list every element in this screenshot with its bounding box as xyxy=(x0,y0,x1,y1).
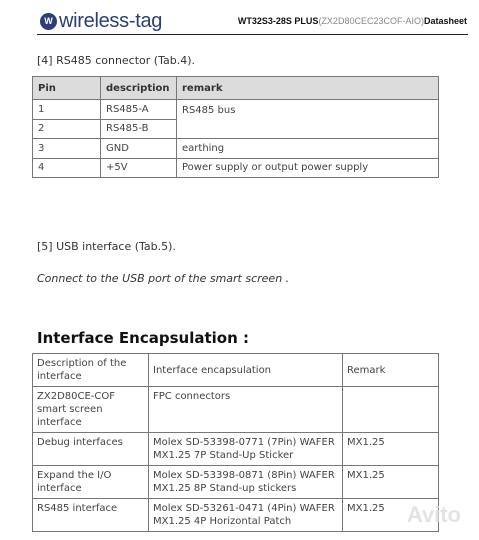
encapsulation-cell: FPC connectors xyxy=(149,387,343,433)
description-cell: Debug interfaces xyxy=(33,433,149,466)
description-cell: GND xyxy=(101,139,177,159)
table-row xyxy=(33,139,439,159)
encapsulation-table xyxy=(32,353,439,532)
description-cell: RS485-B xyxy=(101,119,177,139)
document-title xyxy=(238,16,467,26)
header-divider xyxy=(37,34,468,35)
table-row xyxy=(33,387,439,433)
table-row xyxy=(33,466,439,499)
usb-section-note: Connect to the USB port of the smart screen . xyxy=(37,272,290,285)
table-row xyxy=(33,158,439,178)
pin-cell: 1 xyxy=(33,100,101,120)
table-row xyxy=(33,100,439,120)
description-cell: +5V xyxy=(101,158,177,178)
remark-cell: RS485 bus xyxy=(177,100,439,139)
table-row xyxy=(33,433,439,466)
pin-cell: 3 xyxy=(33,139,101,159)
encapsulation-cell: Molex SD-53261-0471 (4Pin) WAFER MX1.25 4P Horizontal Patch xyxy=(149,499,343,532)
description-cell: Expand the I/O interface xyxy=(33,466,149,499)
header-cell-remark: Remark xyxy=(343,354,439,387)
pin-cell: 4 xyxy=(33,158,101,178)
header-cell-encapsulation: Interface encapsulation xyxy=(149,354,343,387)
pin-cell: 2 xyxy=(33,119,101,139)
description-cell: ZX2D80CE-COF smart screen interface xyxy=(33,387,149,433)
logo-text: wireless-tag xyxy=(59,9,163,32)
logo-mark-icon: W xyxy=(40,13,57,30)
table-row xyxy=(33,499,439,532)
encapsulation-cell: Molex SD-53398-0871 (8Pin) WAFER MX1.25 8P Stand-up stickers xyxy=(149,466,343,499)
rs485-section-title: [4] RS485 connector (Tab.4). xyxy=(37,54,195,67)
remark-cell: earthing xyxy=(177,139,439,159)
doc-title-variant: (ZX2D80CEC23COF-AIO) xyxy=(318,16,424,26)
page-header xyxy=(0,0,479,36)
table-header-row xyxy=(33,77,439,100)
remark-cell: MX1.25 xyxy=(343,499,439,532)
doc-title-suffix: Datasheet xyxy=(423,16,467,26)
remark-cell: MX1.25 xyxy=(343,466,439,499)
header-cell-remark: remark xyxy=(177,77,439,100)
table-header-row xyxy=(33,354,439,387)
remark-cell: MX1.25 xyxy=(343,433,439,466)
header-cell-description: Description of the interface xyxy=(33,354,149,387)
header-cell-description: description xyxy=(101,77,177,100)
avito-watermark: Avito xyxy=(406,502,461,527)
remark-cell: Power supply or output power supply xyxy=(177,158,439,178)
usb-section-title: [5] USB interface (Tab.5). xyxy=(37,240,176,253)
encapsulation-heading: Interface Encapsulation : xyxy=(37,329,249,347)
doc-title-model: WT32S3-28S PLUS xyxy=(237,16,319,26)
encapsulation-cell: Molex SD-53398-0771 (7Pin) WAFER MX1.25 7P Stand-Up Sticker xyxy=(149,433,343,466)
description-cell: RS485-A xyxy=(101,100,177,120)
remark-cell xyxy=(343,387,439,433)
rs485-table xyxy=(32,76,439,178)
header-cell-pin: Pin xyxy=(33,77,101,100)
company-logo xyxy=(40,11,162,31)
description-cell: RS485 interface xyxy=(33,499,149,532)
